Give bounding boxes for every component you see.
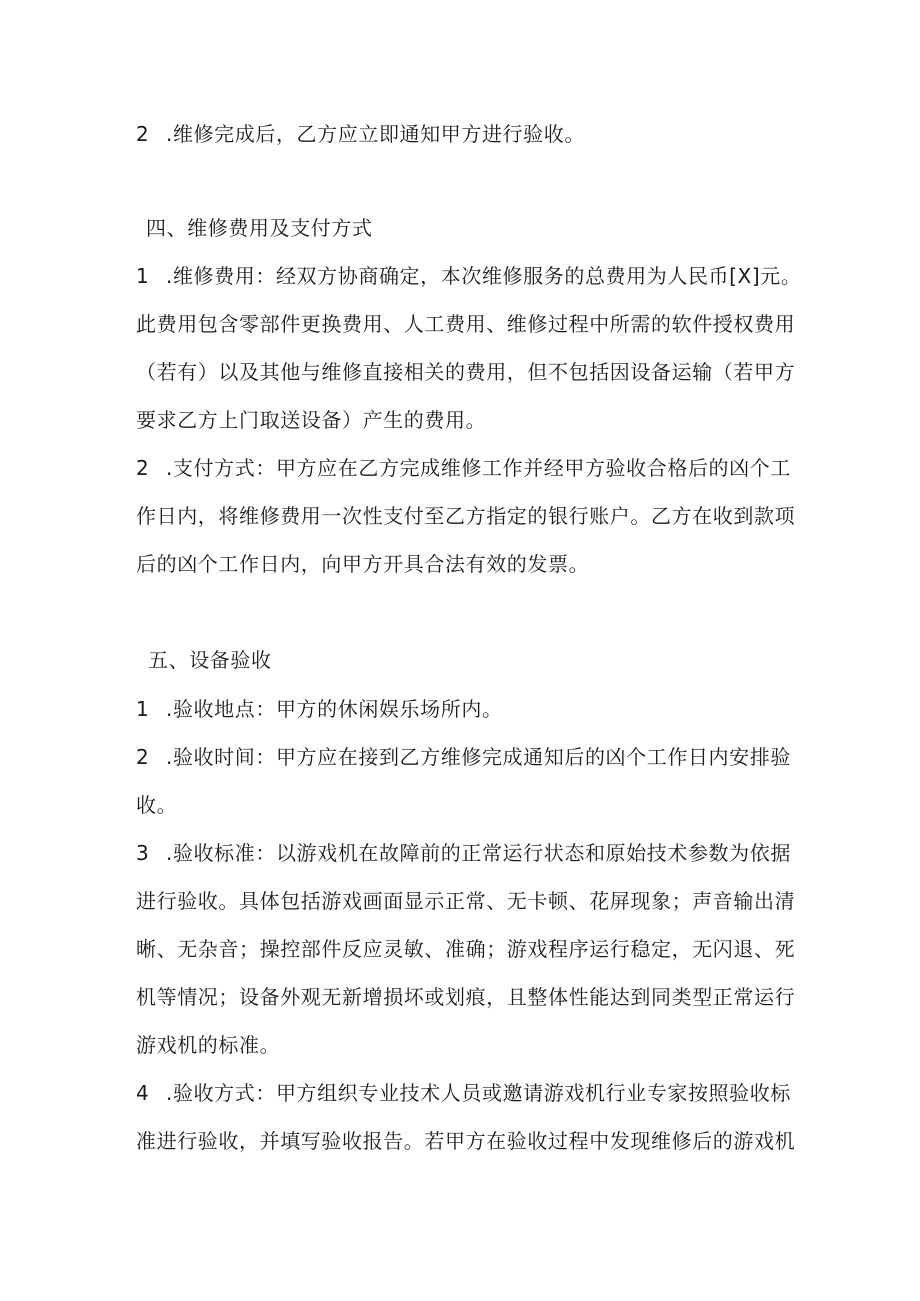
paragraph-text: .维修费用：经双方协商确定，本次维修服务的总费用为人民币[X]元。 xyxy=(166,264,802,288)
paragraph-text: .验收标准：以游戏机在故障前的正常运行状态和原始技术参数为依据 xyxy=(166,841,791,865)
item-number: 2 xyxy=(136,745,150,769)
paragraph-section5-item3-line5: 游戏机的标准。 xyxy=(136,1033,281,1057)
item-number: 1 xyxy=(136,697,150,721)
section-heading-5: 五、设备验收 xyxy=(148,648,272,672)
paragraph-text: .验收方式：甲方组织专业技术人员或邀请游戏机行业专家按照验收标 xyxy=(166,1081,791,1105)
paragraph-section3-item2 xyxy=(136,120,585,148)
paragraph-section4-item1-line4: 要求乙方上门取送设备）产生的费用。 xyxy=(136,408,487,432)
paragraph-text: .支付方式：甲方应在乙方完成维修工作并经甲方验收合格后的凶个工 xyxy=(166,456,791,480)
section-heading-4: 四、维修费用及支付方式 xyxy=(146,216,373,240)
paragraph-section5-item3-line1 xyxy=(136,839,791,867)
item-number: 2 xyxy=(136,122,150,146)
paragraph-section5-item2-line1 xyxy=(136,743,791,771)
paragraph-section4-item2-line1 xyxy=(136,454,791,482)
item-number: 1 xyxy=(136,264,150,288)
paragraph-section4-item1-line1 xyxy=(136,262,801,290)
paragraph-section5-item3-line3: 晰、无杂音；操控部件反应灵敏、准确；游戏程序运行稳定，无闪退、死 xyxy=(136,937,796,961)
paragraph-section5-item3-line2: 进行验收。具体包括游戏画面显示正常、无卡顿、花屏现象；声音输出清 xyxy=(136,889,796,913)
paragraph-section4-item1-line2: 此费用包含零部件更换费用、人工费用、维修过程中所需的软件授权费用 xyxy=(136,312,796,336)
paragraph-section5-item1-line1 xyxy=(136,695,503,723)
item-number: 4 xyxy=(136,1081,150,1105)
paragraph-section5-item4-line2: 准进行验收，并填写验收报告。若甲方在验收过程中发现维修后的游戏机 xyxy=(136,1129,796,1153)
paragraph-section5-item4-line1 xyxy=(136,1079,791,1107)
item-number: 3 xyxy=(136,841,150,865)
paragraph-section5-item3-line4: 机等情况；设备外观无新增损坏或划痕，且整体性能达到同类型正常运行 xyxy=(136,985,796,1009)
paragraph-text: .验收地点：甲方的休闲娱乐场所内。 xyxy=(166,697,503,721)
item-number: 2 xyxy=(136,456,150,480)
paragraph-section5-item2-line2: 收。 xyxy=(136,793,178,817)
paragraph-section4-item2-line3: 后的凶个工作日内，向甲方开具合法有效的发票。 xyxy=(136,552,590,576)
paragraph-section4-item1-line3: （若有）以及其他与维修直接相关的费用，但不包括因设备运输（若甲方 xyxy=(136,360,796,384)
paragraph-text: .维修完成后，乙方应立即通知甲方进行验收。 xyxy=(166,122,585,146)
paragraph-text: .验收时间：甲方应在接到乙方维修完成通知后的凶个工作日内安排验 xyxy=(166,745,791,769)
paragraph-section4-item2-line2: 作日内，将维修费用一次性支付至乙方指定的银行账户。乙方在收到款项 xyxy=(136,504,796,528)
